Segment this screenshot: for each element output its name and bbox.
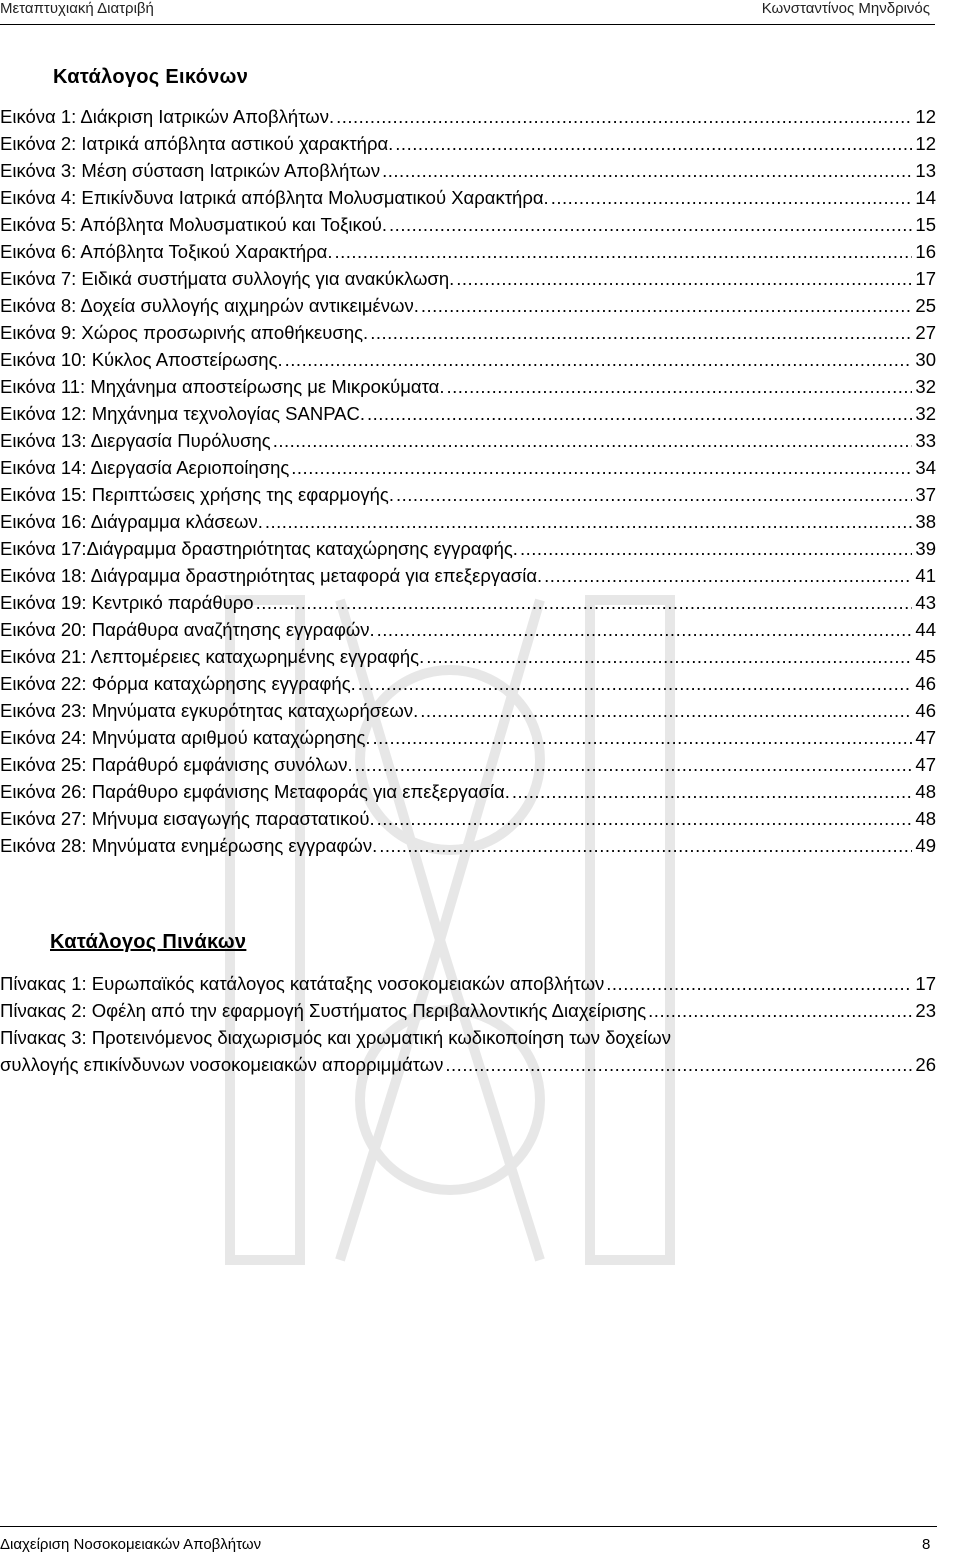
list-item[interactable] <box>0 643 936 670</box>
page-number: 17 <box>915 268 936 289</box>
table-caption-line1: Πίνακας 3: Προτεινόμενος διαχωρισμός και χρωματική κωδικοποίηση των δοχείων <box>0 1027 671 1048</box>
list-item[interactable] <box>0 400 936 427</box>
list-item[interactable] <box>0 616 936 643</box>
page-number: 37 <box>915 484 936 505</box>
figure-caption: Εικόνα 26: Παράθυρο εμφάνισης Μεταφοράς για επεξεργασία. <box>0 781 510 802</box>
dot-leader <box>389 211 912 238</box>
dot-leader <box>421 292 912 319</box>
list-item[interactable] <box>0 508 936 535</box>
dot-leader <box>336 103 912 130</box>
list-item[interactable] <box>0 373 936 400</box>
figure-caption: Εικόνα 27: Μήνυμα εισαγωγής παραστατικού. <box>0 808 375 829</box>
dot-leader <box>426 643 912 670</box>
page-number: 34 <box>915 457 936 478</box>
figure-caption: Εικόνα 8: Δοχεία συλλογής αιχμηρών αντικειμένων. <box>0 295 419 316</box>
page-number: 38 <box>915 511 936 532</box>
page-number: 43 <box>915 592 936 613</box>
figure-caption: Εικόνα 2: Ιατρικά απόβλητα αστικού χαρακτήρα. <box>0 133 394 154</box>
figure-caption: Εικόνα 23: Μηνύματα εγκυρότητας καταχωρήσεων. <box>0 700 419 721</box>
dot-leader <box>648 997 912 1024</box>
figure-caption: Εικόνα 14: Διεργασία Αεριοποίησης <box>0 457 290 478</box>
figure-caption: Εικόνα 6: Απόβλητα Τοξικού Χαρακτήρα. <box>0 241 333 262</box>
page-number: 12 <box>915 106 936 127</box>
list-item[interactable] <box>0 427 936 454</box>
table-caption: Πίνακας 1: Ευρωπαϊκός κατάλογος κατάταξης νοσοκομειακών αποβλήτων <box>0 973 605 994</box>
figure-caption: Εικόνα 24: Μηνύματα αριθμού καταχώρησης. <box>0 727 371 748</box>
list-item[interactable] <box>0 535 936 562</box>
figure-caption: Εικόνα 17:Διάγραμμα δραστηριότητας καταχώρησης εγγραφής. <box>0 538 518 559</box>
list-item[interactable] <box>0 481 936 508</box>
dot-leader <box>382 157 912 184</box>
footer-page-number: 8 <box>922 1536 931 1553</box>
dot-leader <box>291 454 912 481</box>
figures-list <box>0 103 936 859</box>
dot-leader <box>358 670 912 697</box>
list-item[interactable] <box>0 130 936 157</box>
dot-leader <box>551 184 912 211</box>
page-number: 32 <box>915 403 936 424</box>
figure-caption: Εικόνα 22: Φόρμα καταχώρησης εγγραφής. <box>0 673 356 694</box>
dot-leader <box>520 535 912 562</box>
dot-leader <box>512 778 912 805</box>
tables-list-title: Κατάλογος Πινάκων <box>50 931 247 953</box>
page-number: 39 <box>915 538 936 559</box>
list-item[interactable] <box>0 751 936 778</box>
page-number: 48 <box>915 781 936 802</box>
figure-caption: Εικόνα 16: Διάγραμμα κλάσεων. <box>0 511 263 532</box>
list-item[interactable] <box>0 562 936 589</box>
dot-leader <box>544 562 912 589</box>
table-caption: Πίνακας 2: Οφέλη από την εφαρμογή Συστήματος Περιβαλλοντικής Διαχείρισης <box>0 1000 647 1021</box>
figure-caption: Εικόνα 28: Μηνύματα ενημέρωσης εγγραφών. <box>0 835 378 856</box>
figure-caption: Εικόνα 10: Κύκλος Αποστείρωσης. <box>0 349 283 370</box>
tables-list <box>0 970 936 1078</box>
page-number: 48 <box>915 808 936 829</box>
list-item[interactable] <box>0 103 936 130</box>
list-item[interactable] <box>0 697 936 724</box>
dot-leader <box>456 265 912 292</box>
dot-leader <box>273 427 912 454</box>
figure-caption: Εικόνα 9: Χώρος προσωρινής αποθήκευσης. <box>0 322 369 343</box>
page-number: 27 <box>915 322 936 343</box>
dot-leader <box>367 400 912 427</box>
page-number: 15 <box>915 214 936 235</box>
list-item[interactable] <box>0 589 936 616</box>
page-number: 30 <box>915 349 936 370</box>
table-caption-line2: συλλογής επικίνδυνων νοσοκομειακών απορριμμάτων <box>0 1054 444 1075</box>
footer-rule <box>0 1526 937 1527</box>
figure-caption: Εικόνα 3: Μέση σύσταση Ιατρικών Αποβλήτων <box>0 160 381 181</box>
list-item[interactable] <box>0 832 936 859</box>
header-author-name: Κωνσταντίνος Μηνδρινός <box>761 0 930 17</box>
page-footer <box>0 1526 960 1562</box>
dot-leader <box>370 319 912 346</box>
figure-caption: Εικόνα 21: Λεπτομέρειες καταχωρημένης εγγραφής. <box>0 646 425 667</box>
page-number: 41 <box>915 565 936 586</box>
list-item[interactable] <box>0 184 936 211</box>
page-number: 33 <box>915 430 936 451</box>
dot-leader <box>379 832 912 859</box>
page-number: 45 <box>915 646 936 667</box>
list-item[interactable] <box>0 970 936 997</box>
list-item[interactable] <box>0 346 936 373</box>
figure-caption: Εικόνα 5: Απόβλητα Μολυσματικού και Τοξικού. <box>0 214 388 235</box>
page-number: 23 <box>915 1000 936 1021</box>
list-item[interactable] <box>0 265 936 292</box>
page-number: 25 <box>915 295 936 316</box>
figure-caption: Εικόνα 20: Παράθυρα αναζήτησης εγγραφών. <box>0 619 375 640</box>
figure-caption: Εικόνα 4: Επικίνδυνα Ιατρικά απόβλητα Μολυσματικού Χαρακτήρα. <box>0 187 549 208</box>
dot-leader <box>606 970 912 997</box>
page-number: 46 <box>915 673 936 694</box>
list-item[interactable] <box>0 454 936 481</box>
list-item[interactable] <box>0 1024 936 1078</box>
page-number: 47 <box>915 727 936 748</box>
page-number: 46 <box>915 700 936 721</box>
list-item[interactable] <box>0 211 936 238</box>
list-item[interactable] <box>0 319 936 346</box>
page-number: 17 <box>915 973 936 994</box>
list-item[interactable] <box>0 724 936 751</box>
list-item[interactable] <box>0 997 936 1024</box>
header-rule <box>0 24 935 25</box>
dot-leader <box>373 724 912 751</box>
page-number: 26 <box>915 1054 936 1075</box>
page-number: 16 <box>915 241 936 262</box>
page-number: 13 <box>915 160 936 181</box>
dot-leader <box>396 481 912 508</box>
dot-leader <box>377 805 912 832</box>
figure-caption: Εικόνα 19: Κεντρικό παράθυρο <box>0 592 254 613</box>
dot-leader <box>447 373 912 400</box>
dot-leader <box>265 508 912 535</box>
footer-title: Διαχείριση Νοσοκομειακών Αποβλήτων <box>0 1536 262 1553</box>
page-number: 49 <box>915 835 936 856</box>
figure-caption: Εικόνα 15: Περιπτώσεις χρήσης της εφαρμογής. <box>0 484 394 505</box>
dot-leader <box>377 616 912 643</box>
dot-leader <box>335 238 913 265</box>
list-item[interactable] <box>0 292 936 319</box>
figure-caption: Εικόνα 1: Διάκριση Ιατρικών Αποβλήτων. <box>0 106 335 127</box>
dot-leader <box>355 751 912 778</box>
figure-caption: Εικόνα 7: Ειδικά συστήματα συλλογής για ανακύκλωση. <box>0 268 455 289</box>
list-item[interactable] <box>0 805 936 832</box>
figure-caption: Εικόνα 25: Παράθυρό εμφάνισης συνόλων. <box>0 754 353 775</box>
dot-leader <box>285 346 912 373</box>
page-number: 14 <box>915 187 936 208</box>
figure-caption: Εικόνα 12: Μηχάνημα τεχνολογίας SANPAC. <box>0 403 366 424</box>
figures-list-title: Κατάλογος Εικόνων <box>53 66 249 88</box>
page-number: 47 <box>915 754 936 775</box>
list-item[interactable] <box>0 778 936 805</box>
page-number: 12 <box>915 133 936 154</box>
list-item[interactable] <box>0 238 936 265</box>
header-thesis-label: Μεταπτυχιακή Διατριβή <box>0 0 154 17</box>
dot-leader <box>445 1051 912 1078</box>
figure-caption: Εικόνα 18: Διάγραμμα δραστηριότητας μεταφορά για επεξεργασία. <box>0 565 543 586</box>
list-item[interactable] <box>0 157 936 184</box>
dot-leader <box>256 589 912 616</box>
page-number: 44 <box>915 619 936 640</box>
list-item[interactable] <box>0 670 936 697</box>
dot-leader <box>420 697 912 724</box>
dot-leader <box>395 130 912 157</box>
page-header <box>0 0 960 26</box>
page-number: 32 <box>915 376 936 397</box>
figure-caption: Εικόνα 13: Διεργασία Πυρόλυσης <box>0 430 271 451</box>
figure-caption: Εικόνα 11: Μηχάνημα αποστείρωσης με Μικροκύματα. <box>0 376 445 397</box>
